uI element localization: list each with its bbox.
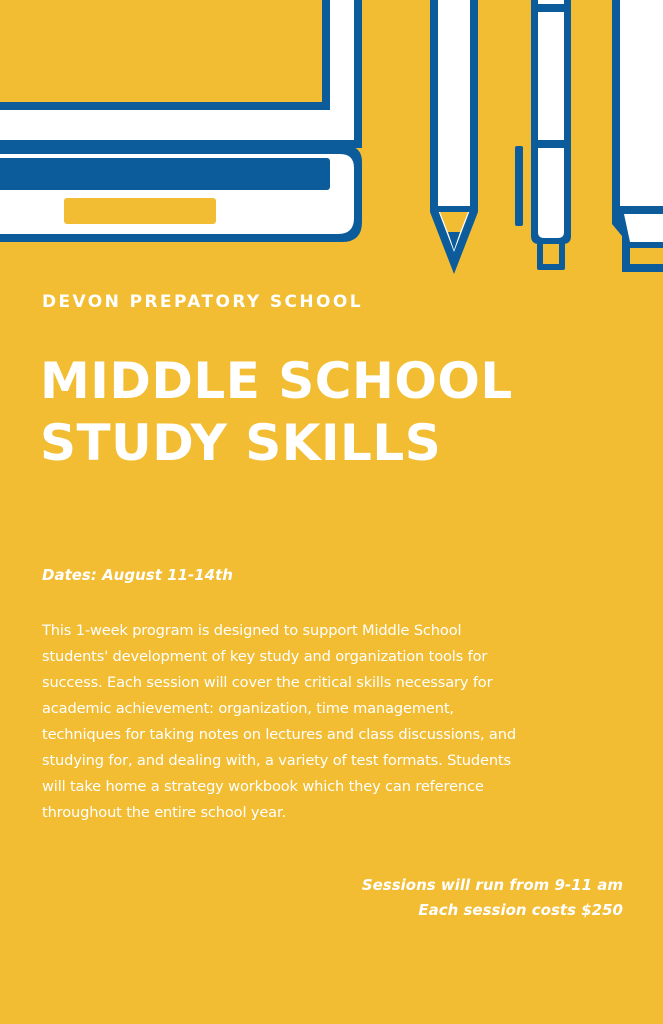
school-name: DEVON PREPATORY SCHOOL	[42, 292, 363, 312]
session-info	[362, 873, 623, 923]
pencil-icon	[430, 0, 478, 274]
program-dates: Dates: August 11-14th	[42, 566, 233, 584]
marker-icon	[612, 0, 663, 272]
laptop-icon	[0, 0, 362, 242]
page-title	[40, 350, 513, 474]
study-supplies-illustration	[0, 0, 663, 280]
title-line-2: STUDY SKILLS	[40, 414, 442, 472]
title-line-1: MIDDLE SCHOOL	[40, 352, 513, 410]
program-description: This 1-week program is designed to support Middle School students' development of key study and organization tools for success. Each session will cover the critical skills necessary for academic achievement: organization, time management, techniques for taking notes on lectures and class discussions, and studying for, and dealing with, a variety of test formats. Students will take home a strategy workbook which they can reference throughout the entire school year.	[42, 622, 516, 821]
session-cost: Each session costs $250	[418, 901, 623, 919]
pen-icon	[515, 0, 571, 270]
session-time: Sessions will run from 9-11 am	[361, 876, 623, 894]
